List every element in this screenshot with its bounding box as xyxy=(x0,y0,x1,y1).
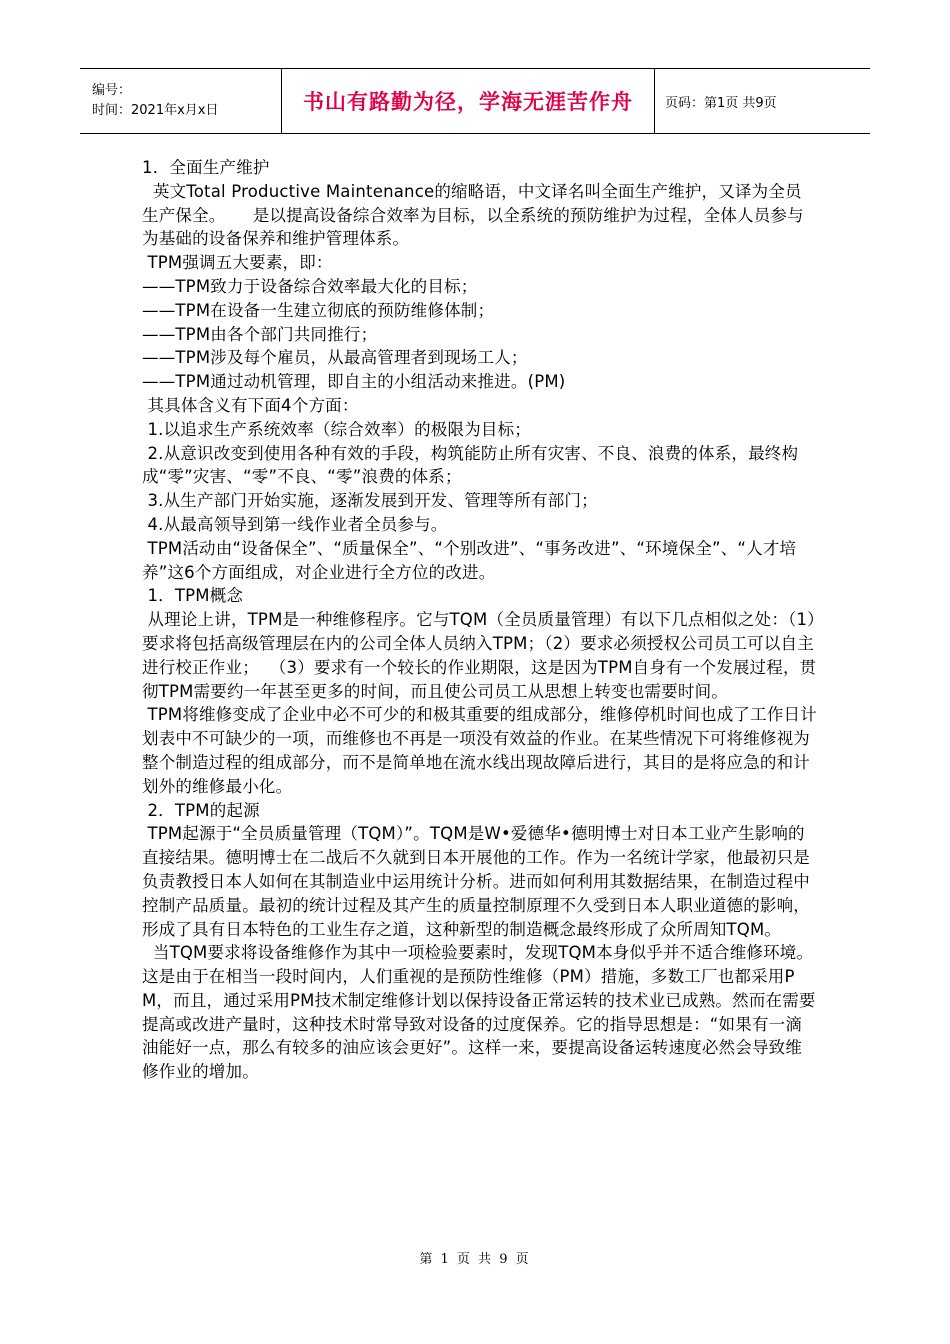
body-paragraph: TPM将维修变成了企业中必不可少的和极其重要的组成部分，维修停机时间也成了工作日计划表中不可缺少的一项，而维修也不再是一项没有效益的作业。在某些情况下可将维修视为整个制造过程的组成部分，而不是简单地在流水线出现故障后进行，其目的是将应急的和计划外的维修最小化。 xyxy=(142,705,817,796)
body-paragraph: 从理论上讲，TPM是一种维修程序。它与TQM（全员质量管理）有以下几点相似之处：（1）要求将包括高级管理层在内的公司全体人员纳入TPM；（2）要求必须授权公司员工可以自主进行校正作业； （3）要求有一个较长的作业期限，这是因为TPM自身有一个发展过程，贯彻TPM需要约一年甚至更多的时间，而且使公司员工从思想上转变也需要时间。 xyxy=(142,610,817,701)
list-item: ——TPM致力于设备综合效率最大化的目标； xyxy=(142,276,478,296)
header-meta xyxy=(80,69,281,133)
numbered-item: 1.以追求生产系统效率（综合效率）的极限为目标； xyxy=(142,419,531,439)
number-label: 编号： xyxy=(92,83,132,98)
list-item: ——TPM由各个部门共同推行； xyxy=(142,324,378,344)
body-paragraph: TPM活动由“设备保全”、“质量保全”、“个别改进”、“事务改进”、“环境保全”、“人才培养”这6个方面组成，对企业进行全方位的改进。 xyxy=(142,538,797,582)
header-motto: 书山有路勤为径，学海无涯苦作舟 xyxy=(303,90,633,114)
header-motto-cell xyxy=(281,69,655,133)
numbered-item: 4.从最高领导到第一线作业者全员参与。 xyxy=(142,514,448,534)
list-item: ——TPM在设备一生建立彻底的预防维修体制； xyxy=(142,300,495,320)
document-header xyxy=(80,68,870,134)
header-page-info: 页码：第1页 共9页 xyxy=(665,95,777,111)
body-paragraph: 其具体含义有下面4个方面： xyxy=(142,395,359,415)
list-item: ——TPM涉及每个雇员，从最高管理者到现场工人； xyxy=(142,348,528,368)
body-paragraph: TPM起源于“全员质量管理（TQM）”。TQM是W•爱德华•德明博士对日本工业产生影响的直接结果。德明博士在二战后不久就到日本开展他的工作。作为一名统计学家，他最初只是负责教授日本人如何在其制造业中运用统计分析。进而如何利用其数据结果，在制造过程中控制产品质量。最初的统计过程及其产生的质量控制原理不久受到日本人职业道德的影响，形成了具有日本特色的工业生存之道，这种新型的制造概念最终形成了众所周知TQM。 xyxy=(142,824,810,939)
section-heading: 1．全面生产维护 xyxy=(142,158,270,177)
body-paragraph: 当TQM要求将设备维修作为其中一项检验要素时，发现TQM本身似乎并不适合维修环境。这是由于在相当一段时间内，人们重视的是预防性维修（PM）措施，多数工厂也都采用PM，而且，通过采用PM技术制定维修计划以保持设备正常运转的技术业已成熟。然而在需要提高或改进产量时，这种技术时常导致对设备的过度保养。它的指导思想是：“如果有一滴油能好一点，那么有较多的油应该会更好”。这样一来，要提高设备运转速度必然会导致维修作业的增加。 xyxy=(142,943,816,1082)
body-paragraph: TPM强调五大要素，即： xyxy=(142,253,333,273)
numbered-item: 3.从生产部门开始实施，逐渐发展到开发、管理等所有部门； xyxy=(142,491,598,511)
section-heading: 1．TPM概念 xyxy=(142,586,244,606)
header-page-info-cell xyxy=(655,69,870,133)
document-body xyxy=(142,156,818,1084)
list-item: ——TPM通过动机管理，即自主的小组活动来推进。(PM) xyxy=(142,372,566,392)
section-heading: 2．TPM的起源 xyxy=(142,800,260,820)
body-paragraph: 英文Total Productive Maintenance的缩略语，中文译名叫全面生产维护，又译为全员生产保全。 是以提高设备综合效率为目标，以全系统的预防维护为过程，全体人员参与为基础的设备保养和维护管理体系。 xyxy=(142,181,804,249)
page-footer: 第 1 页 共 9 页 xyxy=(419,1252,531,1267)
numbered-item: 2.从意识改变到使用各种有效的手段，构筑能防止所有灾害、不良、浪费的体系，最终构成“零”灾害、“零”不良、“零”浪费的体系； xyxy=(142,443,799,487)
date-label: 时间：2021年x月x日 xyxy=(92,103,219,118)
